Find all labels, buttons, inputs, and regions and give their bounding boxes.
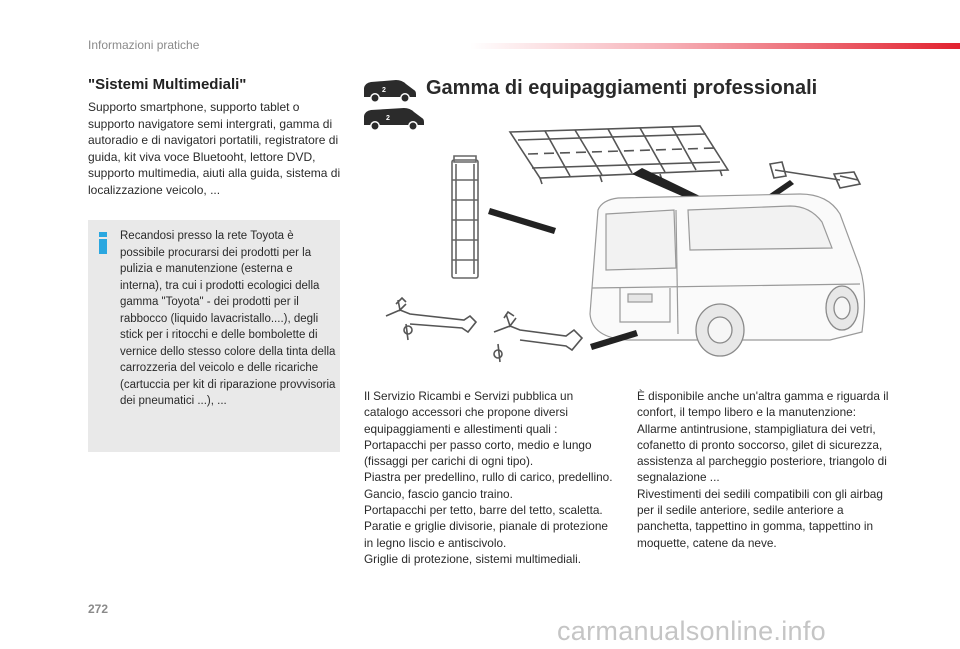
info-box-text: Recandosi presso la rete Toyota è possibile procurarsi dei prodotti per la pulizia e manutenzione (esterna e interna), tra cui i prodotti ecologici della gamma "Toyota" - dei prodotti per il rabbocco (liquido lavacristallo....), degli stick per i ritocchi e delle bombolette di vernice dello stesso colore della tinta della carrozzeria del veicolo e delle ricariche (cartuccia per kit di riparazione provvisoria dei pneumatici ...), ...	[120, 230, 336, 407]
accessories-catalog-paragraph: Il Servizio Ricambi e Servizi pubblica un catalogo accessori che propone diversi equipaggiamenti e allestimenti quali : Portapacchi per passo corto, medio e lungo (fissaggi per carichi di ogni tipo). Piastra per predellino, rullo di carico, predellino. Gancio, fascio gancio traino. Portapacchi per tetto, barre del tetto, scaletta. Paratie e griglie divisorie, pianale di protezione in legno liscio e antiscivolo. Griglie di protezione, sistemi multimediali.	[364, 389, 613, 566]
van-accessories-illustration	[370, 118, 890, 368]
pointer-arrow	[488, 208, 556, 234]
roof-bars-drawing	[770, 162, 860, 188]
roof-rack-drawing	[510, 126, 728, 184]
tow-bar-drawing	[494, 312, 582, 362]
page-title: Gamma di equipaggiamenti professionali	[426, 77, 818, 99]
section-title-multimedia: "Sistemi Multimediali"	[88, 76, 247, 93]
comfort-range-paragraph: È disponibile anche un'altra gamma e riguarda il confort, il tempo libero e la manutenzione: Allarme antintrusione, stampigliatura dei vetri, cofanetto di pronto soccorso, gilet di sicurezza, assistenza al parcheggio posteriore, triangolo di segnalazione ... Rivestimenti dei sedili compatibili con gli airbag per il sedile anteriore, sedile anteriore a panchetta, tappettino in gomma, tappettino in moquette, catene da neve.	[637, 389, 889, 550]
watermark: carmanualsonline.info	[557, 616, 826, 646]
info-box	[88, 220, 340, 452]
ladder-drawing	[452, 156, 478, 278]
page-number: 272	[88, 602, 109, 616]
tow-bar-drawing	[386, 298, 476, 340]
van-icon-label: 2	[382, 87, 386, 94]
multimedia-paragraph: Supporto smartphone, supporto tablet o supporto navigatore semi intergrati, gamma di autoradio e di navigatori portatili, registratore di guida, kit viva voce Bluetooht, lettore DVD, supporto multimedia, aiuti alla guida, sistema di localizzazione veicolo, ...	[88, 100, 341, 197]
info-icon	[98, 232, 108, 254]
van-icon-label: 2	[386, 115, 390, 122]
header-section-title: Informazioni pratiche	[88, 38, 200, 52]
header-accent-line	[470, 43, 960, 49]
van-icon	[362, 78, 418, 104]
